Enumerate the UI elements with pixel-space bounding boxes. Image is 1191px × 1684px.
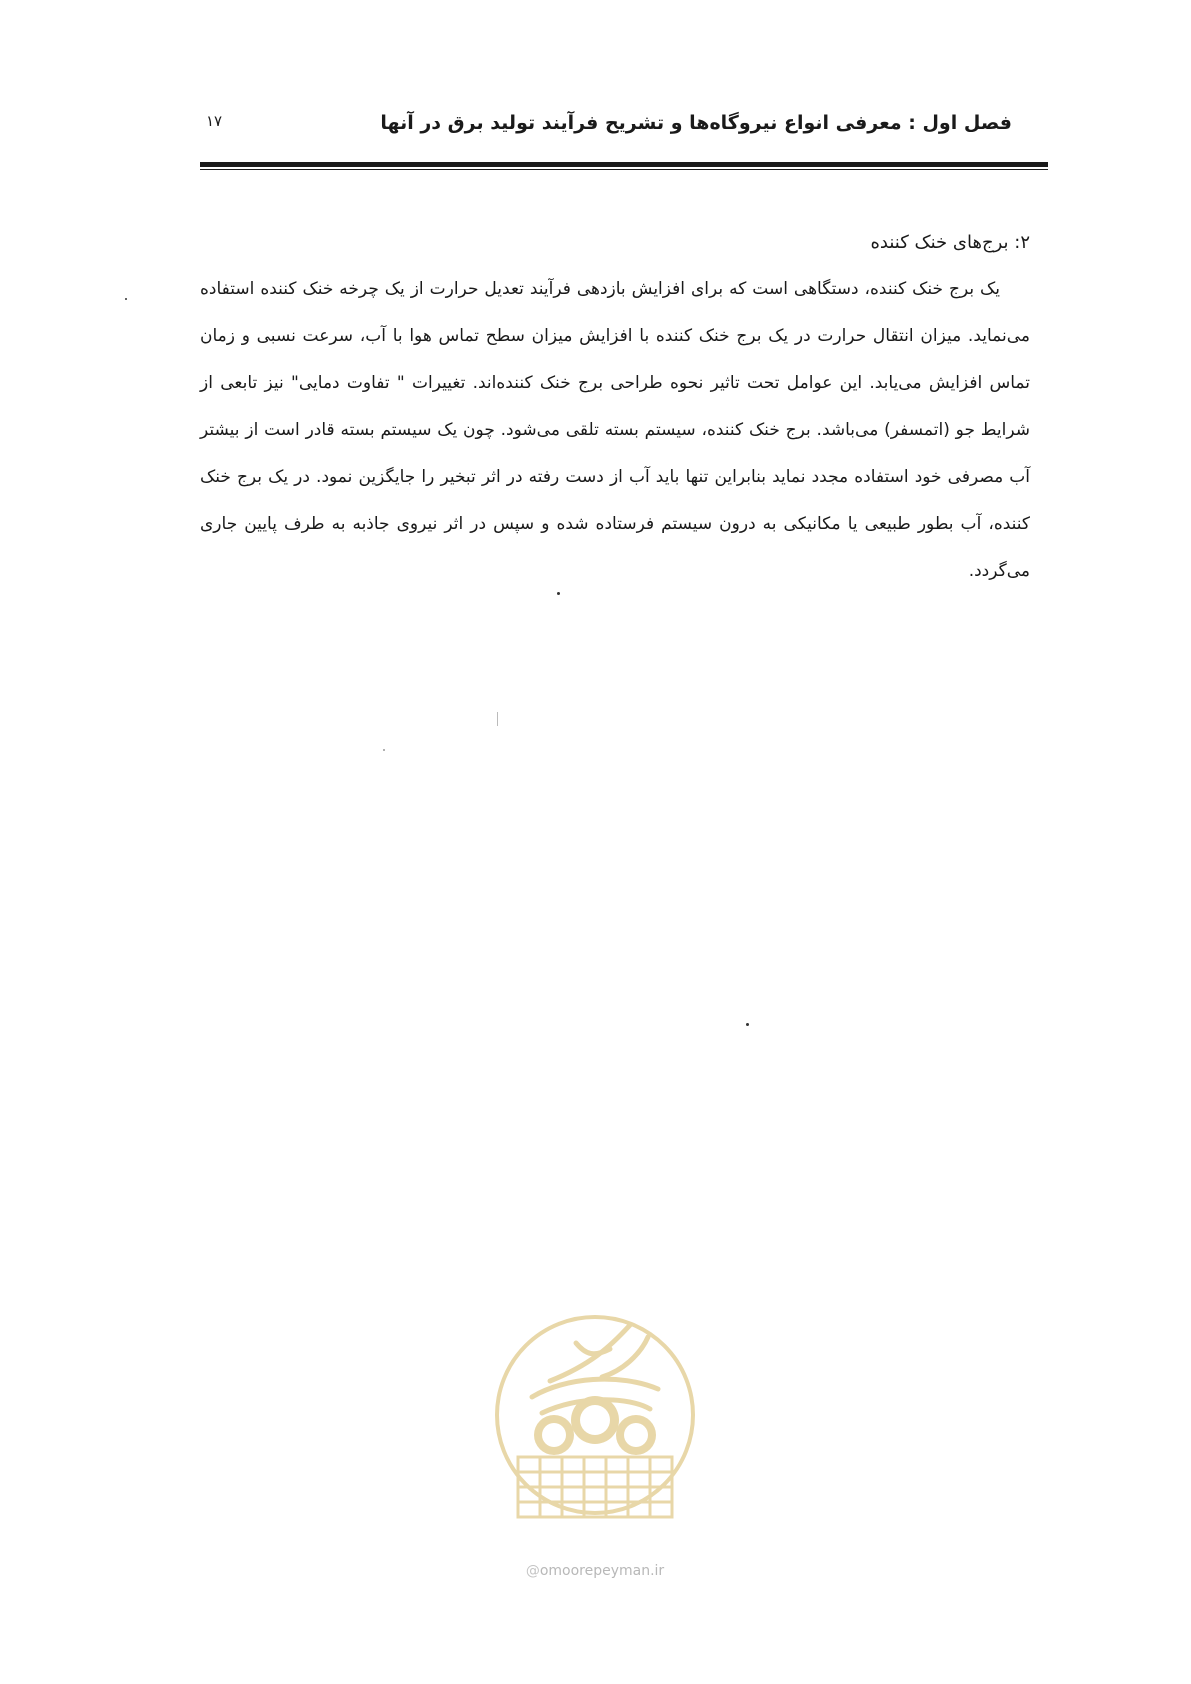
scan-speck xyxy=(746,1023,749,1026)
watermark-url-text: omoorepeyman.ir xyxy=(539,1563,665,1579)
header-rule xyxy=(200,162,1048,170)
section-heading: ۲: برج‌های خنک کننده xyxy=(870,232,1030,253)
running-header xyxy=(200,108,1012,148)
watermark-emblem-icon xyxy=(490,1285,700,1555)
header-rule-thin xyxy=(200,169,1048,170)
page-content xyxy=(200,228,1030,595)
page-number: ۱۷ xyxy=(206,112,223,130)
scan-speck xyxy=(125,298,127,300)
body-paragraph: یک برج خنک کننده، دستگاهی است که برای افزایش بازدهی فرآیند تعدیل حرارت از یک چرخه خنک کننده استفاده می‌نماید. میزان انتقال حرارت در یک برج خنک کننده با افزایش میزان سطح تماس هوا با آب، سرعت نسبی و زمان تماس افزایش می‌یابد. این عوامل تحت تاثیر نحوه طراحی برج خنک کننده‌اند. تغییرات " تفاوت دمایی" نیز تابعی از شرایط جو (اتمسفر) می‌باشد. برج خنک کننده، سیستم بسته تلقی می‌شود. چون یک سیستم بسته قادر است از بیشتر آب مصرفی خود استفاده مجدد نماید بنابراین تنها باید آب از دست رفته در اثر تبخیر را جایگزین نمود. در یک برج خنک کننده، آب بطور طبیعی یا مکانیکی به درون سیستم فرستاده شده و سپس در اثر نیروی جاذبه به طرف پایین جاری می‌گردد. xyxy=(200,279,1030,581)
scan-speck xyxy=(383,749,385,751)
chapter-title: فصل اول : معرفی انواع نیروگاه‌ها و تشریح فرآیند تولید برق در آنها xyxy=(380,112,1012,134)
scan-speck xyxy=(557,592,560,595)
watermark-url xyxy=(490,1563,700,1579)
watermark-at-symbol: @ xyxy=(525,1563,540,1579)
header-rule-thick xyxy=(200,162,1048,167)
watermark-logo xyxy=(490,1285,700,1595)
scan-speck xyxy=(497,712,498,726)
